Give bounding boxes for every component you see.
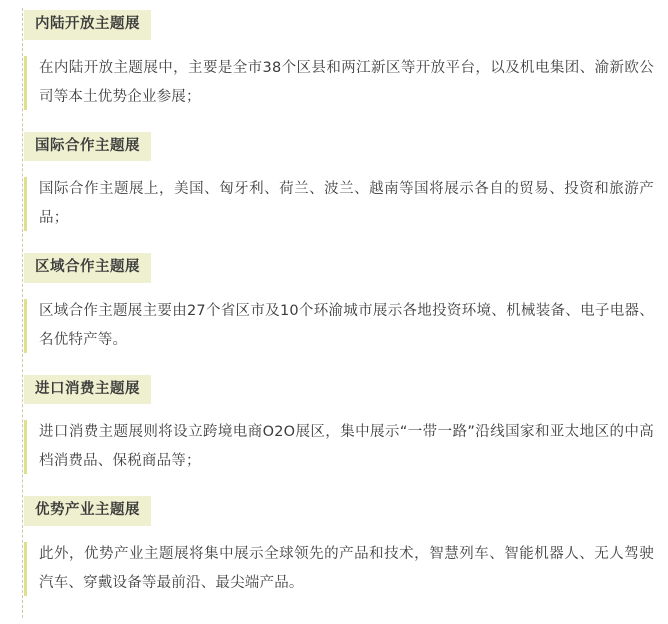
section-heading: 内陆开放主题展 bbox=[24, 10, 151, 40]
section-paragraph: 在内陆开放主题展中，主要是全市38个区县和两江新区等开放平台，以及机电集团、渝新欧公司等本土优势企业参展； bbox=[39, 59, 654, 105]
section-paragraph: 国际合作主题展上，美国、匈牙利、荷兰、波兰、越南等国将展示各自的贸易、投资和旅游产品； bbox=[39, 181, 654, 226]
section-paragraph: 区域合作主题展主要由27个省区市及10个环渝城市展示各地投资环境、机械装备、电子电器、名优特产等。 bbox=[39, 302, 654, 348]
section-body-wrapper bbox=[24, 297, 654, 355]
section-body-wrapper bbox=[24, 418, 654, 476]
section-paragraph: 此外，优势产业主题展将集中展示全球领先的产品和技术，智慧列车、智能机器人、无人驾驶汽车、穿戴设备等最前沿、最尖端产品。 bbox=[39, 545, 654, 591]
section-heading: 国际合作主题展 bbox=[24, 132, 151, 162]
section-paragraph: 进口消费主题展则将设立跨境电商O2O展区，集中展示“一带一路”沿线国家和亚太地区的中高档消费品、保税商品等； bbox=[39, 424, 654, 469]
section-heading: 优势产业主题展 bbox=[24, 496, 151, 526]
section-heading: 进口消费主题展 bbox=[24, 375, 151, 405]
section-international-cooperation bbox=[14, 132, 654, 234]
section-regional-cooperation bbox=[14, 253, 654, 355]
section-advantage-industry bbox=[14, 496, 654, 598]
section-body-wrapper bbox=[24, 175, 654, 233]
section-body-wrapper bbox=[24, 54, 654, 112]
section-heading: 区域合作主题展 bbox=[24, 253, 151, 283]
section-body-wrapper bbox=[24, 540, 654, 598]
section-import-consumption bbox=[14, 375, 654, 477]
section-inland-open bbox=[14, 10, 654, 112]
